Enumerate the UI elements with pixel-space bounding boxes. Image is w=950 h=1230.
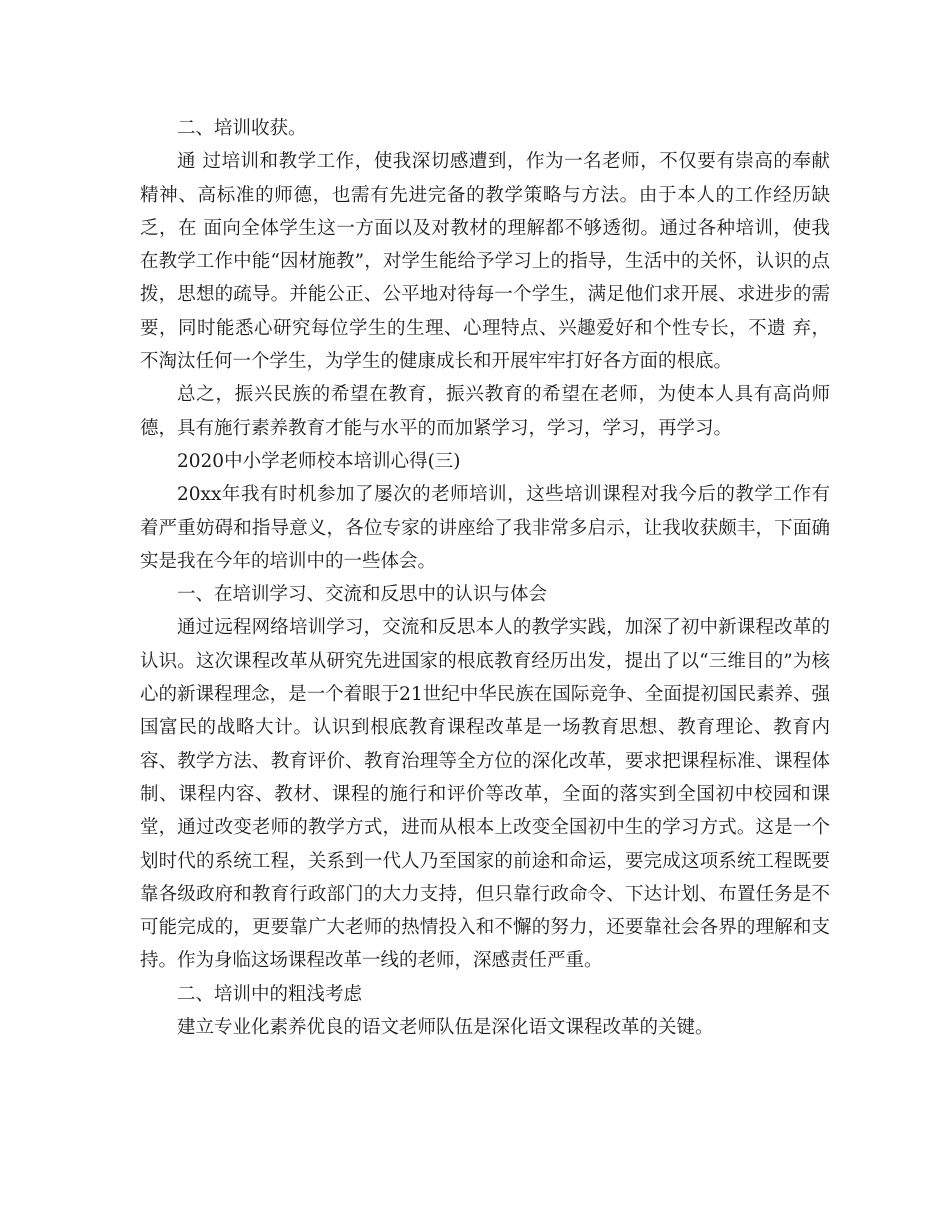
section-heading-reflections: 二、培训中的粗浅考虑 — [177, 983, 363, 1005]
document-page — [140, 112, 830, 1044]
body-paragraph: 总之，振兴民族的希望在教育，振兴教育的希望在老师，为使本人具有高尚师德，具有施行素养教育才能与水平的而加紧学习，学习，学习，再学习。 — [140, 384, 830, 439]
section-heading-understanding: 一、在培训学习、交流和反思中的认识与体会 — [177, 584, 548, 606]
body-paragraph: 通过远程网络培训学习，交流和反思本人的教学实践，加深了初中新课程改革的认识。这次课程改革从研究先进国家的根底教育经历出发，提出了以“三维目的”为核心的新课程理念，是一个着眼于21世纪中华民族在国际竞争、全面提初国民素养、强国富民的战略大计。认识到根底教育课程改革是一场教育思想、教育理论、教育内容、教学方法、教育评价、教育治理等全方位的深化改革，要求把课程标准、课程体制、课程内容、教材、课程的施行和评价等改革，全面的落实到全国初中校园和课堂，通过改变老师的教学方式，进而从根本上改变全国初中生的学习方式。这是一个划时代的系统工程，关系到一代人乃至国家的前途和命运，要完成这项系统工程既要靠各级政府和教育行政部门的大力支持，但只靠行政命令、下达计划、布置任务是不可能完成的，更要靠广大老师的热情投入和不懈的努力，还要靠社会各界的理解和支持。作为身临这场课程改革一线的老师，深感责任严重。 — [140, 617, 830, 972]
section-heading-training-gains: 二、培训收获。 — [177, 118, 307, 139]
body-paragraph: 通 过培训和教学工作，使我深切感遭到，作为一名老师，不仅要有崇高的奉献精神、高标准的师德，也需有先进完备的教学策略与方法。由于本人的工作经历缺乏，在 面向全体学生这一方面以及对教材的理解都不够透彻。通过各种培训，使我在教学工作中能“因材施教”，对学生能给予学习上的指导，生活中的关怀，认识的点 拨，思想的疏导。并能公正、公平地对待每一个学生，满足他们求开展、求进步的需要，同时能悉心研究每位学生的生理、心理特点、兴趣爱好和个性专长，不遗 弃，不淘汰任何一个学生，为学生的健康成长和开展牢牢打好各方面的根底。 — [140, 151, 830, 373]
article-title: 2020中小学老师校本培训心得(三) — [177, 450, 461, 472]
body-paragraph: 20xx年我有时机参加了屡次的老师培训，这些培训课程对我今后的教学工作有着严重妨碍和指导意义，各位专家的讲座给了我非常多启示，让我收获颇丰，下面确实是我在今年的培训中的一些体会。 — [140, 484, 830, 572]
body-paragraph: 建立专业化素养优良的语文老师队伍是深化语文课程改革的关键。 — [177, 1017, 714, 1039]
